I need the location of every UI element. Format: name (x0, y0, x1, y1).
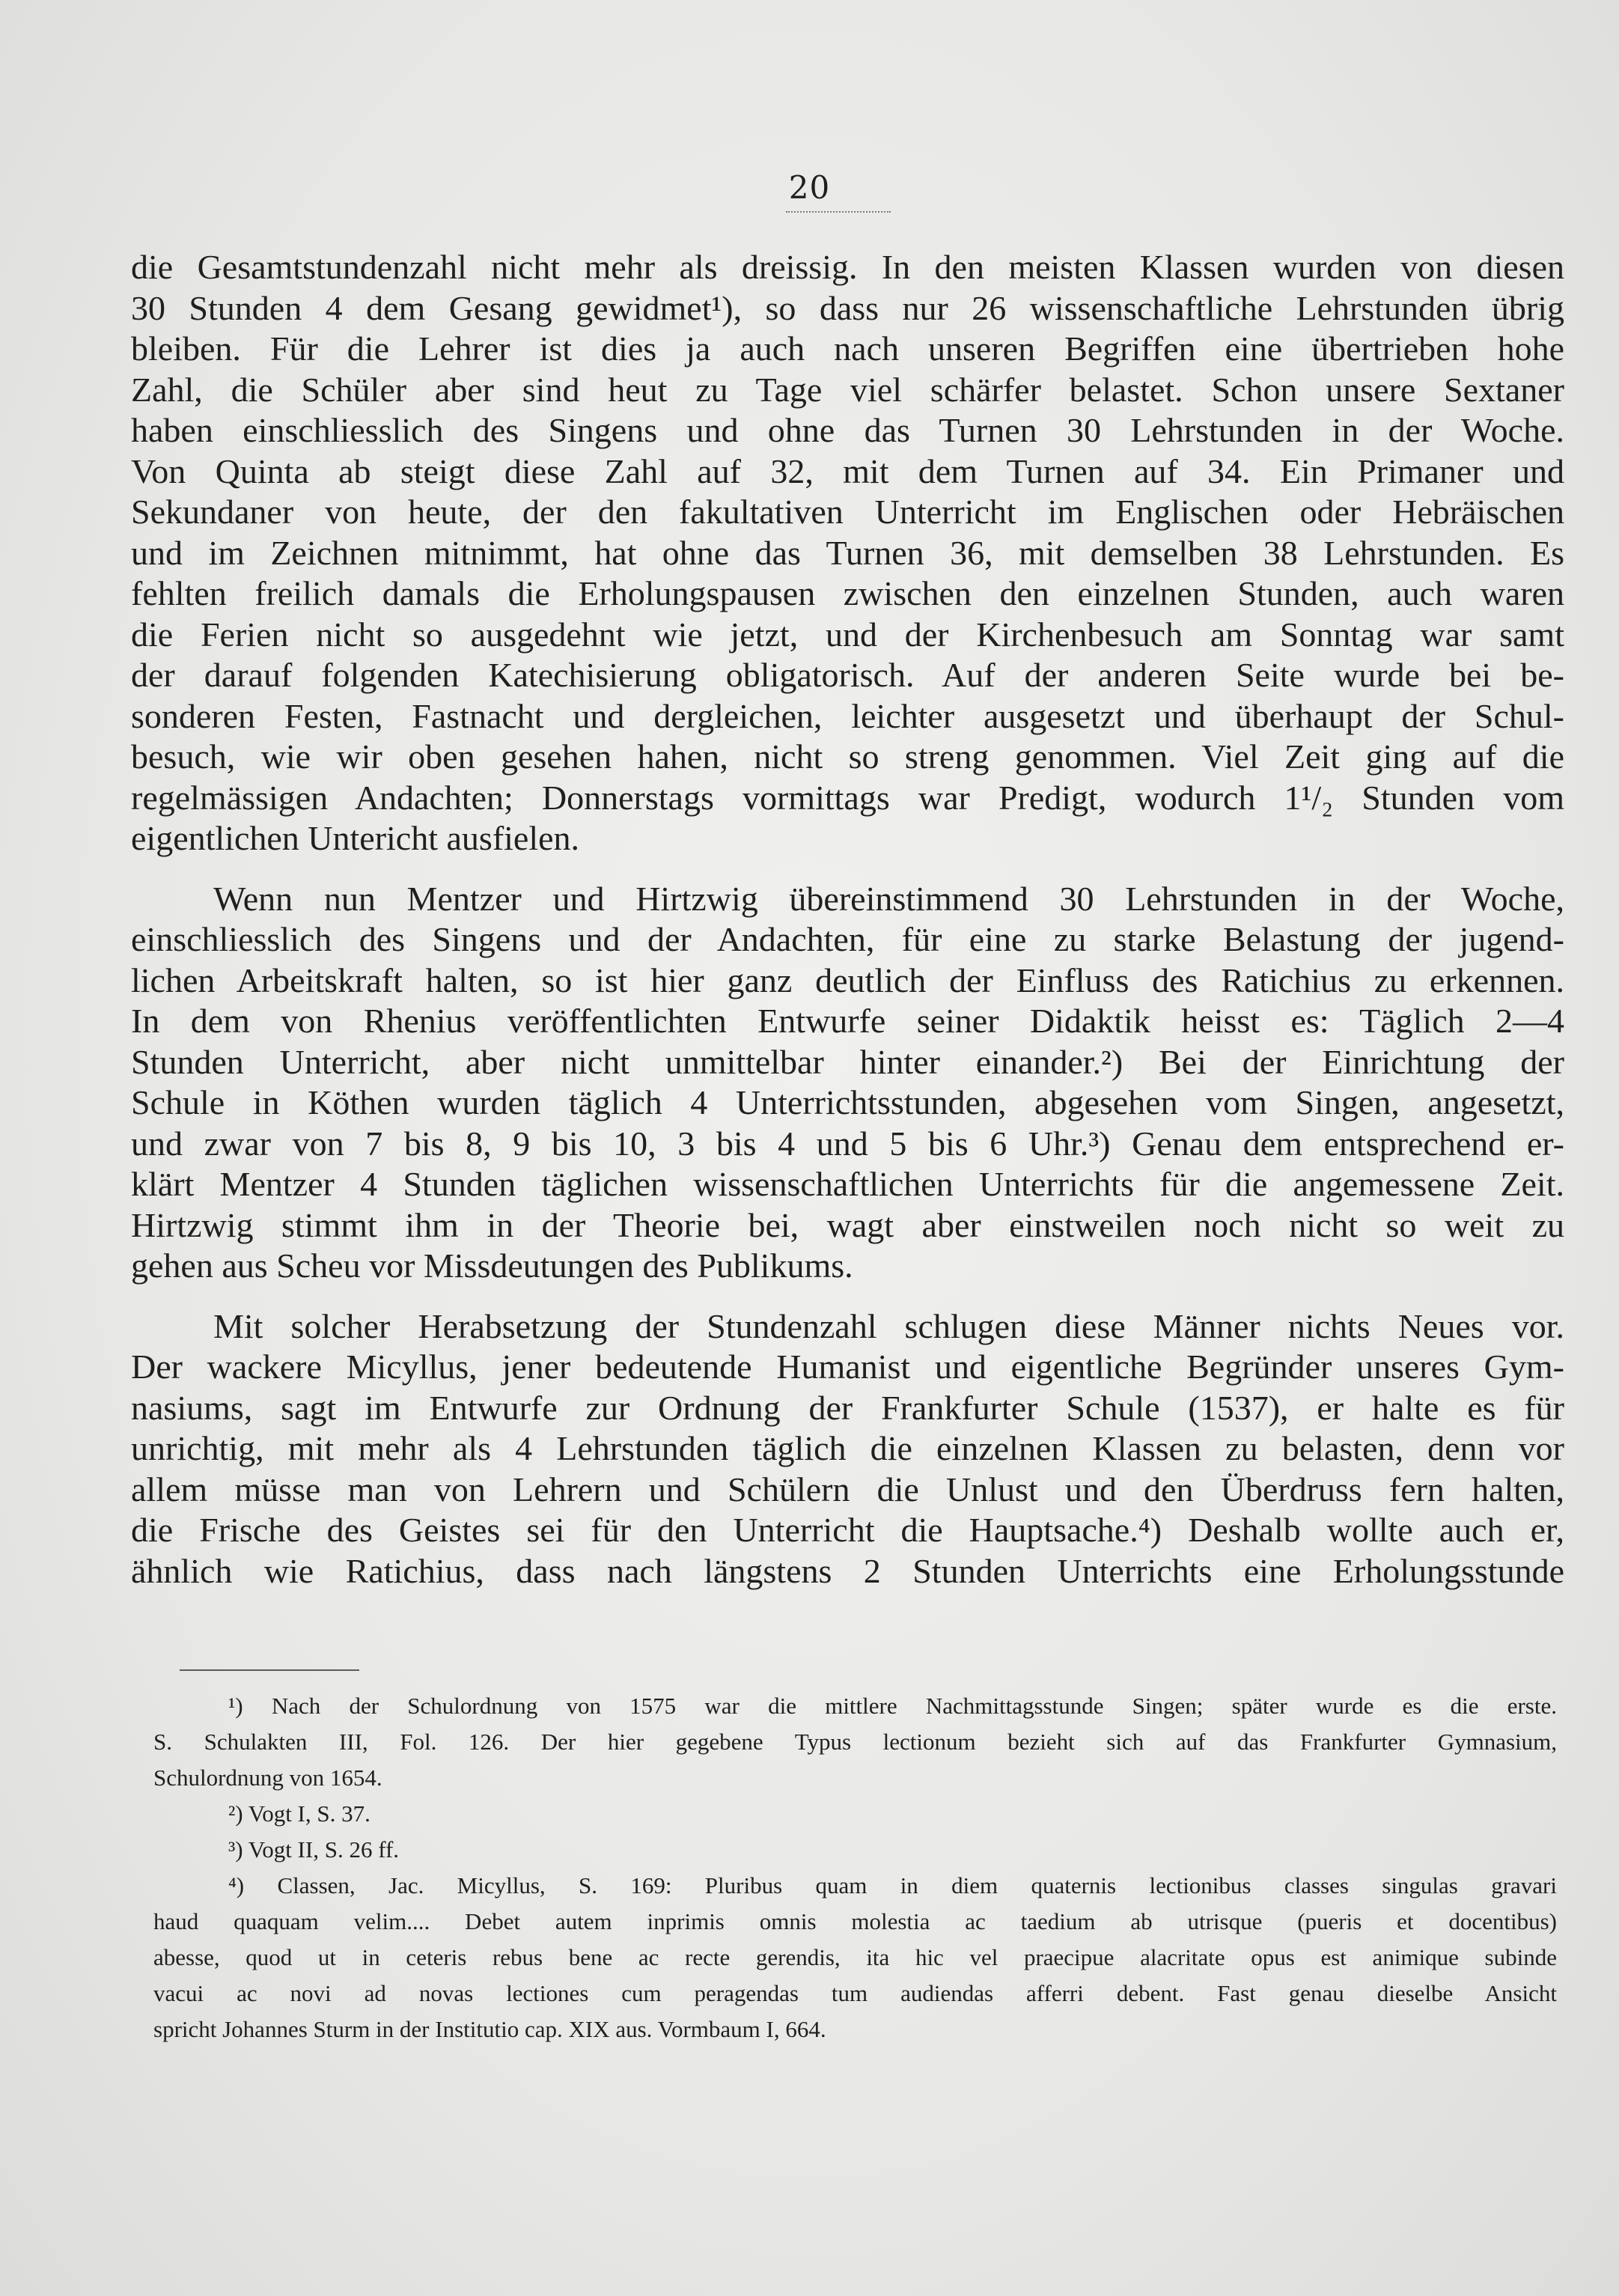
text-line: die Ferien nicht so ausgedehnt wie jetzt, und der Kirchenbesuch am Sonntag war samt (131, 615, 1564, 654)
text-line: haben einschliesslich des Singens und ohne das Turnen 30 Lehrstunden in der Woche. (131, 411, 1564, 449)
page-number-ornament (786, 211, 891, 216)
footnote-line: Schulordnung von 1654. (153, 1764, 382, 1791)
footnote-line: abesse, quod ut in ceteris rebus bene ac recte gerendis, ita hic vel praecipue alacritate opus est animique subinde (153, 1944, 1557, 1970)
text-line: Hirtzwig stimmt ihm in der Theorie bei, wagt aber einstweilen noch nicht so weit zu (131, 1205, 1564, 1244)
footnote-line: spricht Johannes Sturm in der Institutio cap. XIX aus. Vormbaum I, 664. (153, 2016, 826, 2042)
text-line: eigentlichen Untericht ausfielen. (131, 819, 580, 857)
text-line: 30 Stunden 4 dem Gesang gewidmet¹), so dass nur 26 wissenschaftliche Lehrstunden übrig (131, 288, 1564, 327)
footnote-line: ¹) Nach der Schulordnung von 1575 war die mittlere Nachmittagsstunde Singen; später wurde es die erste. (228, 1693, 1557, 1719)
text-line: ähnlich wie Ratichius, dass nach längstens 2 Stunden Unterrichts eine Erholungsstunde (131, 1551, 1564, 1590)
text-line: regelmässigen Andachten; Donnerstags vormittags war Predigt, wodurch 1¹/₂ Stunden vom (131, 778, 1564, 817)
text-line: Sekundaner von heute, der den fakultativen Unterricht im Englischen oder Hebräischen (131, 493, 1564, 531)
footnote-line: S. Schulakten III, Fol. 126. Der hier gegebene Typus lectionum bezieht sich auf das Frankfurter Gymnasium, (153, 1729, 1557, 1755)
text-line: Der wackere Micyllus, jener bedeutende Humanist und eigentliche Begründer unseres Gym- (131, 1348, 1564, 1386)
text-line: nasiums, sagt im Entwurfe zur Ordnung der Frankfurter Schule (1537), er halte es für (131, 1388, 1564, 1427)
footnote-line: ³) Vogt II, S. 26 ff. (228, 1836, 400, 1863)
text-line: besuch, wie wir oben gesehen hahen, nicht so streng genommen. Viel Zeit ging auf die (131, 737, 1564, 776)
text-line: Wenn nun Mentzer und Hirtzwig übereinstimmend 30 Lehrstunden in der Woche, (213, 879, 1564, 918)
text-line: Mit solcher Herabsetzung der Stundenzahl schlugen diese Männer nichts Neues vor. (213, 1306, 1564, 1345)
paragraph-gap (131, 1287, 1564, 1306)
text-line: sonderen Festen, Fastnacht und dergleichen, leichter ausgesetzt und überhaupt der Schul- (131, 696, 1564, 735)
footnote-line: vacui ac novi ad novas lectiones cum peragendas tum audiendas afferri debent. Fast genau dieselbe Ansicht (153, 1980, 1557, 2006)
text-line: gehen aus Scheu vor Missdeutungen des Publikums. (131, 1246, 853, 1285)
paragraph-gap (131, 859, 1564, 879)
footnote-line: ⁴) Classen, Jac. Micyllus, S. 169: Pluribus quam in diem quaternis lectionibus classes singulas gravari (228, 1872, 1557, 1898)
main-text (131, 247, 1564, 1592)
text-line: fehlten freilich damals die Erholungspausen zwischen den einzelnen Stunden, auch waren (131, 574, 1564, 612)
text-line: Zahl, die Schüler aber sind heut zu Tage viel schärfer belastet. Schon unsere Sextaner (131, 370, 1564, 409)
text-line: Von Quinta ab steigt diese Zahl auf 32, mit dem Turnen auf 34. Ein Primaner und (131, 451, 1564, 490)
text-line: Schule in Köthen wurden täglich 4 Unterrichtsstunden, abgesehen vom Singen, angesetzt, (131, 1083, 1564, 1121)
text-line: die Frische des Geistes sei für den Unterricht die Hauptsache.⁴) Deshalb wollte auch er, (131, 1511, 1564, 1549)
footnote-divider (180, 1669, 359, 1671)
text-line: der darauf folgenden Katechisierung obligatorisch. Auf der anderen Seite wurde bei be- (131, 656, 1564, 694)
text-line: In dem von Rhenius veröffentlichten Entwurfe seiner Didaktik heisst es: Täglich 2—4 (131, 1002, 1564, 1040)
text-line: bleiben. Für die Lehrer ist dies ja auch nach unseren Begriffen eine übertrieben hohe (131, 329, 1564, 368)
text-line: die Gesamtstundenzahl nicht mehr als dreissig. In den meisten Klassen wurden von diesen (131, 248, 1564, 286)
text-line: lichen Arbeitskraft halten, so ist hier ganz deutlich der Einfluss des Ratichius zu erkennen. (131, 960, 1564, 999)
page-number: 20 (788, 169, 831, 206)
footnote-line: ²) Vogt I, S. 37. (228, 1800, 371, 1827)
text-line: und im Zeichnen mitnimmt, hat ohne das Turnen 36, mit demselben 38 Lehrstunden. Es (131, 533, 1564, 572)
footnotes (153, 1688, 1557, 2047)
text-line: und zwar von 7 bis 8, 9 bis 10, 3 bis 4 und 5 bis 6 Uhr.³) Genau dem entsprechend er- (131, 1124, 1564, 1163)
footnote-line: haud quaquam velim.... Debet autem inprimis omnis molestia ac taedium ab utrisque (pueris et docentibus) (153, 1908, 1557, 1934)
text-line: einschliesslich des Singens und der Andachten, für eine zu starke Belastung der jugend- (131, 920, 1564, 958)
text-line: Stunden Unterricht, aber nicht unmittelbar hinter einander.²) Bei der Einrichtung der (131, 1042, 1564, 1081)
text-line: unrichtig, mit mehr als 4 Lehrstunden täglich die einzelnen Klassen zu belasten, denn vor (131, 1429, 1564, 1467)
text-line: allem müsse man von Lehrern und Schülern die Unlust und den Überdruss fern halten, (131, 1470, 1564, 1508)
text-line: klärt Mentzer 4 Stunden täglichen wissenschaftlichen Unterrichts für die angemessene Zeit. (131, 1165, 1564, 1203)
